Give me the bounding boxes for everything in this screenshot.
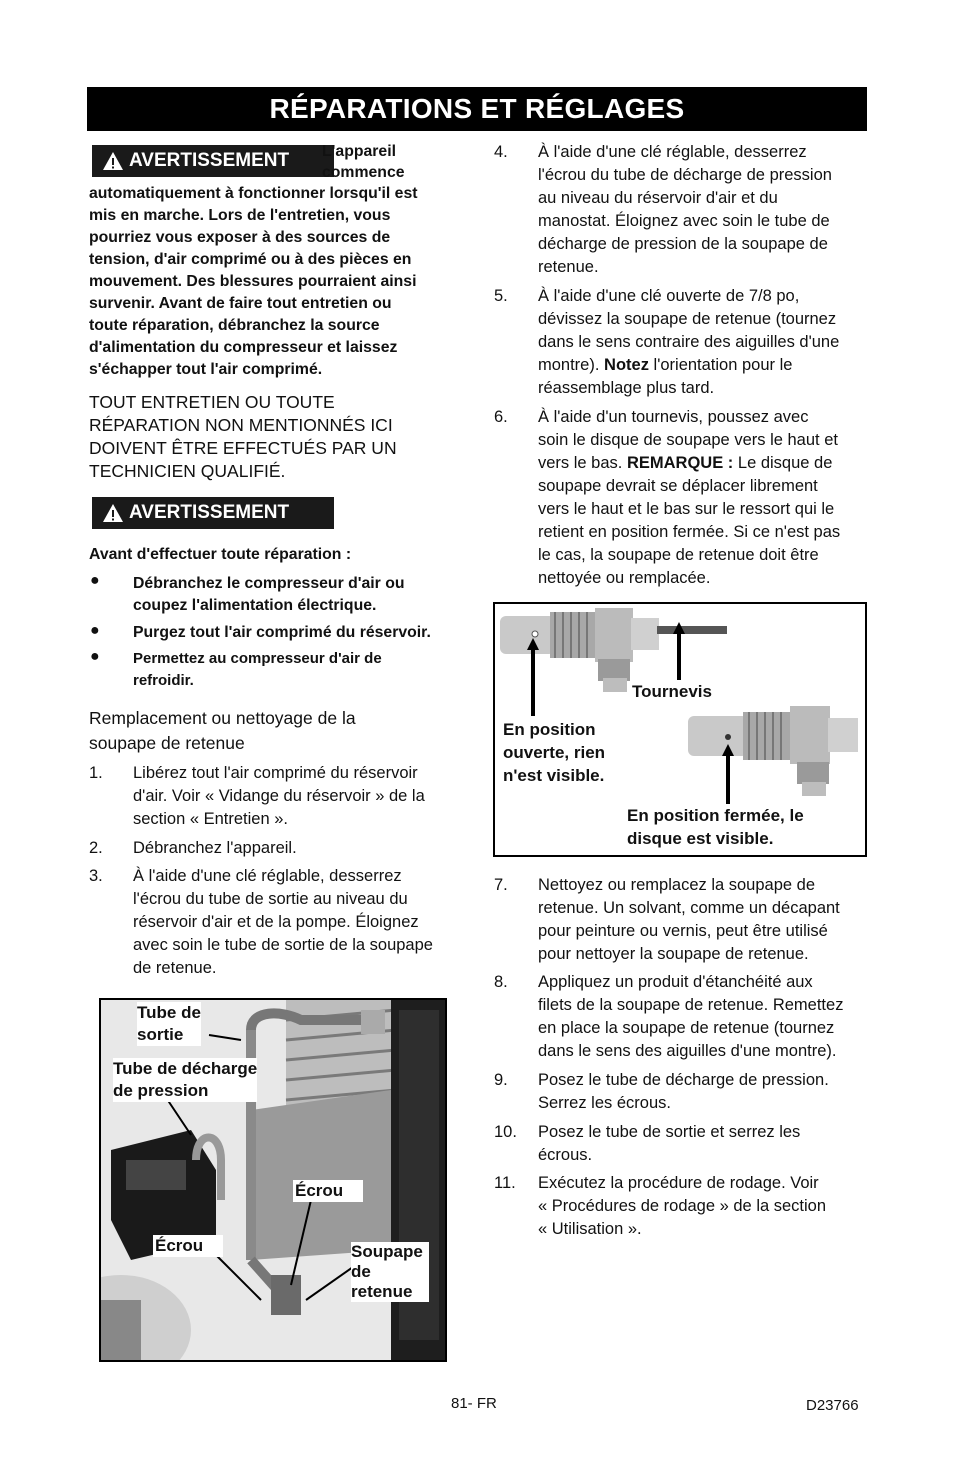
document-code: D23766 [806, 1397, 859, 1414]
label-line: disque est visible. [627, 829, 774, 848]
step-line [538, 452, 840, 475]
warning1-text [89, 183, 459, 381]
notice-line: RÉPARATION NON MENTIONNÉS ICI [89, 415, 393, 435]
label-line: En position fermée, le [627, 806, 804, 825]
warning-triangle-icon [102, 503, 124, 523]
step-text [538, 1121, 800, 1167]
step-line: vers le haut et le bas sur le ressort qui le [538, 500, 835, 518]
label-tube-sortie [137, 1002, 201, 1046]
step-line [538, 354, 839, 377]
warning-triangle-icon [102, 151, 124, 171]
step-line: Nettoyez ou remplacez la soupape de [538, 876, 816, 894]
page-title: RÉPARATIONS ET RÉGLAGES [87, 87, 867, 131]
step-number: 8. [494, 973, 508, 991]
step-text [538, 971, 843, 1063]
step-line: d'air. Voir « Vidange du réservoir » de la [133, 787, 425, 805]
warning1-text-line: automatiquement à fonctionner lorsqu'il est [89, 185, 418, 202]
step-line: réservoir d'air et de la pompe. Éloignez [133, 913, 419, 931]
label-line: En position [503, 720, 596, 739]
label-line: n'est visible. [503, 766, 605, 785]
step-line: réassemblage plus tard. [538, 379, 715, 397]
warning1-text-line: mis en marche. Lors de l'entretien, vous [89, 207, 391, 224]
step-line: retenue. Un solvant, comme un décapant [538, 899, 840, 917]
step-line: « Procédures de rodage » de la section [538, 1197, 827, 1215]
step-line-bold: REMARQUE : [626, 454, 734, 472]
label-tube-decharge [113, 1058, 257, 1102]
section-title [89, 706, 356, 756]
section-title-line: soupape de retenue [89, 733, 245, 753]
label-closed-position [627, 804, 804, 850]
step-number: 2. [89, 839, 103, 857]
bullet-item [133, 648, 382, 692]
step-number: 7. [494, 876, 508, 894]
step-line: À l'aide d'une clé ouverte de 7/8 po, [538, 287, 800, 305]
step-line-part: l'orientation pour le [648, 356, 793, 374]
warning-badge-2 [92, 497, 334, 529]
bullet-item [133, 622, 431, 644]
step-text [133, 837, 297, 860]
warning1-text-line: survenir. Avant de faire tout entretien ou [89, 295, 392, 312]
step-number: 6. [494, 408, 508, 426]
step-line: pour peinture ou vernis, peut être utilisé [538, 922, 828, 940]
step-line: retenue. [538, 258, 599, 276]
step-line: soupape devrait se déplacer librement [538, 477, 818, 495]
step-number: 3. [89, 867, 103, 885]
step-number: 10. [494, 1123, 517, 1141]
notice-line: DOIVENT ÊTRE EFFECTUÉS PAR UN [89, 438, 397, 458]
step-line: manostat. Éloignez avec soin le tube de [538, 212, 830, 230]
warning1-text-line: toute réparation, débranchez la source [89, 317, 380, 334]
notice-line: TOUT ENTRETIEN OU TOUTE [89, 392, 335, 412]
label-ecrou-right: Écrou [293, 1180, 363, 1202]
notice-line: TECHNICIEN QUALIFIÉ. [89, 461, 286, 481]
repair-intro: Avant d'effectuer toute réparation : [89, 546, 352, 563]
step-line: « Utilisation ». [538, 1220, 642, 1238]
step-line: dans le sens des aiguilles d'une montre). [538, 1042, 837, 1060]
page-number: 81- FR [451, 1395, 497, 1412]
label-line: ouverte, rien [503, 743, 606, 762]
step-line: Appliquez un produit d'étanchéité aux [538, 973, 813, 991]
step-line: avec soin le tube de sortie de la soupape [133, 936, 433, 954]
label-open-position [503, 718, 605, 787]
step-line: filets de la soupape de retenue. Remettez [538, 996, 844, 1014]
step-line: nettoyée ou remplacée. [538, 569, 711, 587]
step-number: 5. [494, 287, 508, 305]
warning-badge-1 [92, 145, 334, 177]
bullet-item [133, 573, 405, 617]
step-line: pour nettoyer la soupape de retenue. [538, 945, 809, 963]
bullet-marker: ● [90, 648, 100, 665]
step-line: en place la soupape de retenue (tournez [538, 1019, 835, 1037]
bullet-line: refroidir. [133, 672, 194, 689]
step-line: Posez le tube de décharge de pression. [538, 1071, 829, 1089]
label-line: retenue [351, 1282, 413, 1301]
step-text [538, 406, 840, 590]
compressor-photo [101, 1000, 445, 1360]
step-line: l'écrou du tube de décharge de pression [538, 166, 832, 184]
compressor-figure [99, 998, 447, 1362]
bullet-line: Permettez au compresseur d'air de [133, 650, 382, 667]
bullet-line: Purgez tout l'air comprimé du réservoir. [133, 624, 431, 641]
label-line: de pression [113, 1081, 209, 1100]
technician-notice [89, 391, 397, 483]
label-line: de [351, 1262, 371, 1281]
step-line-part: montre). [538, 356, 605, 374]
bullet-line: coupez l'alimentation électrique. [133, 597, 377, 614]
step-line: écrous. [538, 1146, 593, 1164]
warning1-text-line: tension, d'air comprimé ou à des pièces en [89, 251, 412, 268]
step-line: dévissez la soupape de retenue (tournez [538, 310, 837, 328]
valve-figure [493, 602, 867, 857]
step-line: au niveau du réservoir d'air et du [538, 189, 778, 207]
label-tournevis: Tournevis [632, 682, 712, 701]
step-text [538, 141, 832, 279]
label-soupape [351, 1242, 429, 1302]
step-line-bold: Notez [604, 356, 649, 374]
bullet-marker: ● [90, 572, 100, 589]
warning1-text-line: d'alimentation du compresseur et laissez [89, 339, 398, 356]
step-line: Débranchez l'appareil. [133, 839, 297, 857]
step-line: l'écrou du tube de sortie au niveau du [133, 890, 408, 908]
step-line: section « Entretien ». [133, 810, 289, 828]
step-text [538, 285, 839, 400]
step-line: soin le disque de soupape vers le haut et [538, 431, 838, 449]
warning1-text-line: s'échapper tout l'air comprimé. [89, 361, 323, 378]
step-line: le cas, la soupape de retenue doit être [538, 546, 819, 564]
step-line: Serrez les écrous. [538, 1094, 671, 1112]
step-line: À l'aide d'une clé réglable, desserrez [133, 867, 402, 885]
warning-badge-label: AVERTISSEMENT [129, 150, 290, 171]
step-line: décharge de pression de la soupape de [538, 235, 828, 253]
step-line: retient en position fermée. Si ce n'est pas [538, 523, 841, 541]
step-line: À l'aide d'un tournevis, poussez avec [538, 408, 809, 426]
label-ecrou-left: Écrou [153, 1235, 223, 1257]
step-line: Exécutez la procédure de rodage. Voir [538, 1174, 819, 1192]
step-line: À l'aide d'une clé réglable, desserrez [538, 143, 807, 161]
label-line: Tube de décharge [113, 1059, 258, 1078]
step-line-part: Le disque de [733, 454, 833, 472]
step-text [538, 1172, 826, 1241]
warning1-text-line: mouvement. Des blessures pourraient ainsi [89, 273, 417, 290]
bullet-marker: ● [90, 622, 100, 639]
label-line: Tube de [137, 1003, 201, 1022]
step-number: 11. [494, 1174, 516, 1192]
warning1-line2: commence [322, 164, 405, 181]
step-line: dans le sens contraire des aiguilles d'une [538, 333, 840, 351]
section-title-line: Remplacement ou nettoyage de la [89, 708, 356, 728]
label-line: sortie [137, 1025, 184, 1044]
warning1-line1: L'appareil [322, 143, 396, 160]
step-text [538, 874, 840, 966]
step-line: Libérez tout l'air comprimé du réservoir [133, 764, 418, 782]
step-text [133, 865, 433, 980]
warning-badge-label: AVERTISSEMENT [129, 502, 290, 523]
step-number: 4. [494, 143, 508, 161]
step-line-part: vers le bas. [538, 454, 627, 472]
step-text [133, 762, 425, 831]
step-line: Posez le tube de sortie et serrez les [538, 1123, 801, 1141]
step-line: de retenue. [133, 959, 217, 977]
warning1-text-line: pourriez vous exposer à des sources de [89, 229, 391, 246]
step-number: 1. [89, 764, 103, 782]
step-number: 9. [494, 1071, 508, 1089]
label-line: Soupape [351, 1242, 423, 1261]
bullet-line: Débranchez le compresseur d'air ou [133, 575, 405, 592]
step-text [538, 1069, 829, 1115]
